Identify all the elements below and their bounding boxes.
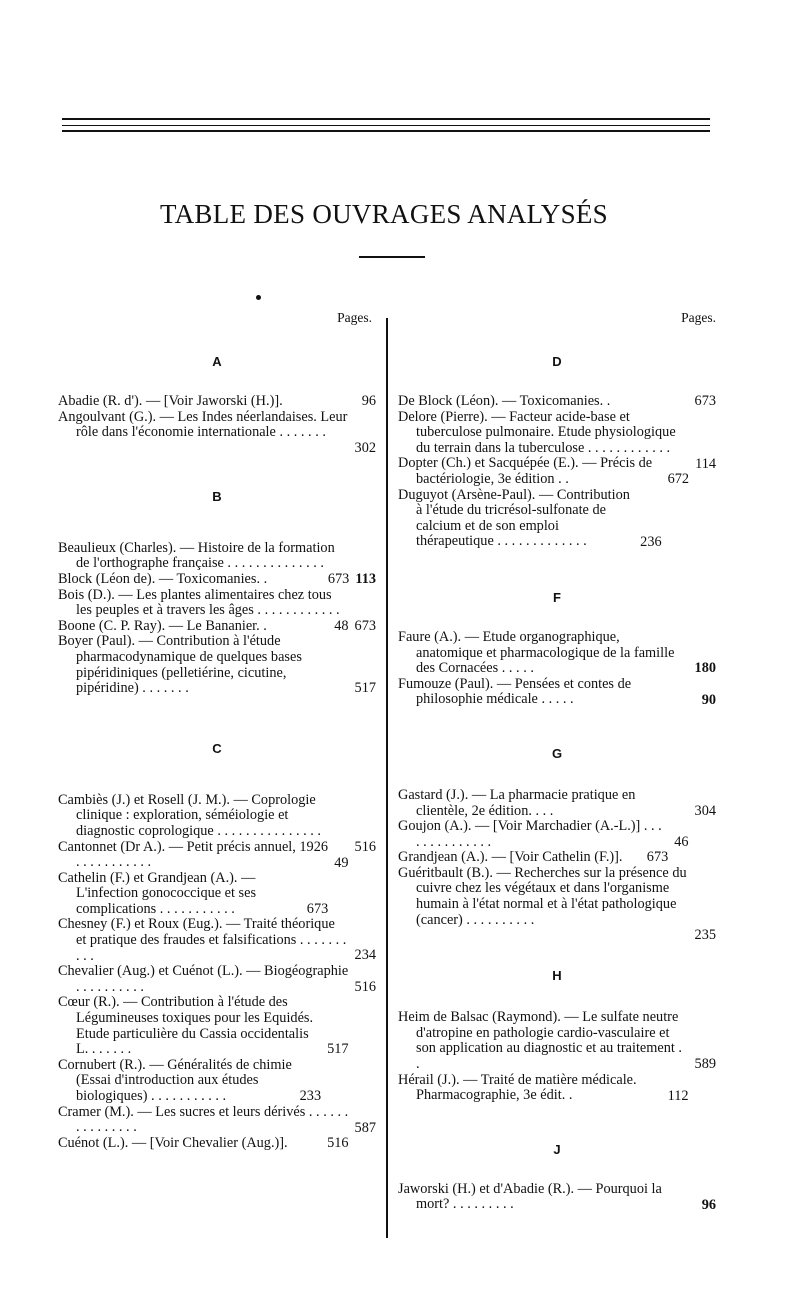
entry-page: 517 (327, 1041, 349, 1058)
right-column (398, 310, 716, 1213)
entry-boone (58, 619, 376, 635)
entry-page: 302 (354, 439, 376, 456)
pages-label-right: Pages. (681, 310, 716, 325)
entry-fumouze (398, 677, 716, 708)
entry-dopter (398, 456, 716, 487)
entry-grandjean (398, 850, 716, 866)
entry-text: De Block (Léon). — Toxicomanies. . (398, 393, 611, 409)
entry-text: Cœur (R.). — Contribution à l'étude des Légumineuses toxiques pour les Equidés. Etude particulière du Cassia occidentalis L. . . . . . . (58, 994, 314, 1058)
section-letter-a: A (212, 354, 222, 369)
entry-text: Cornubert (R.). — Généralités de chimie (Essai d'introduction aux études biologiques) . . . . . . . . . . . (58, 1056, 292, 1104)
entry-page: 114 (695, 455, 716, 472)
entry-page: 113 (355, 570, 376, 587)
ornament-dot (256, 295, 261, 300)
top-rule-1 (62, 118, 710, 120)
entry-cantonnet (58, 840, 376, 871)
entry-goujon (398, 819, 716, 850)
entry-text: Angoulvant (G.). — Les Indes néerlandaises. Leur rôle dans l'économie internationale . . . . . . . (58, 408, 348, 441)
section-letter-d: D (552, 354, 562, 369)
entry-page: 673 (694, 393, 716, 409)
section-letter-j: J (553, 1141, 561, 1157)
entry-page: 516 (354, 838, 376, 855)
left-column (58, 310, 376, 1151)
entry-heim-de-balsac (398, 1010, 716, 1072)
entry-text: Boone (C. P. Ray). — Le Bananier. . (58, 617, 267, 634)
entry-text: Goujon (A.). — [Voir Marchadier (A.-L.)] . . . . . . . . . . . . . . (398, 818, 662, 850)
entry-text: Bois (D.). — Les plantes alimentaires chez tous les peuples et à travers les âges . . . . . . . . . . . . (58, 586, 340, 619)
entry-page: 673 (646, 849, 669, 866)
entry-text: Cathelin (F.) et Grandjean (A.). — L'infection gonococcique et ses complications . . . . . . . . . . . (58, 869, 257, 917)
entry-text: Gastard (J.). — La pharmacie pratique en clientèle, 2e édition. . . . (398, 786, 636, 819)
entry-text: Faure (A.). — Etude organographique, anatomique et pharmacologique de la famille des Cornacées . . . . . (398, 628, 675, 677)
entry-text: Grandjean (A.). — [Voir Cathelin (F.)]. (398, 849, 623, 866)
entry-boyer (58, 634, 376, 696)
entry-page: 673 (306, 900, 329, 917)
column-divider (386, 318, 388, 1238)
section-letter-b: B (212, 488, 222, 504)
top-rule-3 (62, 130, 710, 132)
entry-angoulvant (58, 408, 376, 456)
entry-faure (398, 630, 716, 677)
entry-page: 673 (354, 617, 376, 634)
pages-label-left: Pages. (337, 310, 372, 325)
entry-page: 49 (334, 854, 349, 871)
section-letter-c: C (212, 740, 222, 756)
entry-text: Cuénot (L.). — [Voir Chevalier (Aug.)]. (58, 1134, 288, 1151)
entry-page: 180 (694, 659, 716, 676)
entry-chesney (58, 917, 376, 964)
entry-text: Chesney (F.) et Roux (Eug.). — Traité théorique et pratique des fraudes et falsifications . . . . . . . . . . (58, 916, 347, 964)
entry-page: 516 (327, 1134, 349, 1151)
entry-cathelin (58, 871, 376, 918)
entry-text: Dopter (Ch.) et Sacquépée (E.). — Précis de bactériologie, 3e édition . . (398, 455, 653, 487)
entry-page: 516 (354, 979, 376, 996)
entry-gastard (398, 788, 716, 819)
entry-page: 236 (640, 533, 662, 550)
entry-page: 234 (354, 947, 376, 964)
entry-text: Cramer (M.). — Les sucres et leurs dérivés . . . . . . . . . . . . . . . (58, 1103, 349, 1136)
section-letter-h: H (552, 968, 562, 984)
entry-gueritbault (398, 864, 716, 943)
entry-page: 587 (354, 1119, 376, 1136)
entry-jaworski (398, 1182, 716, 1213)
entry-chevalier (58, 964, 376, 995)
entry-page: 235 (694, 926, 716, 943)
entry-cuenot (58, 1136, 376, 1152)
entry-text: Hérail (J.). — Traité de matière médicale. Pharmacographie, 3e édit. . (398, 1071, 637, 1104)
entry-text: Fumouze (Paul). — Pensées et contes de philosophie médicale . . . . . (398, 675, 632, 708)
entry-text: Guéritbault (B.). — Recherches sur la présence du cuivre chez les végétaux et dans l'organisme humain à l'état normal et à l'état pathologique (cancer) . . . . . . . . . . (398, 864, 687, 928)
entry-page: 673 (327, 570, 350, 587)
entry-text: Heim de Balsac (Raymond). — Le sulfate neutre d'atropine en pathologie cardio-vasculaire et son application au diagnostic et au traitement . . (398, 1009, 683, 1073)
entry-text: Duguyot (Arsène-Paul). — Contribution à l'étude du tricrésol-sulfonate de calcium et de son emploi thérapeutique . . . . . . . . . . . . . (398, 486, 630, 550)
entry-de-block (398, 394, 716, 410)
entry-cornubert (58, 1058, 376, 1105)
entry-page: 96 (701, 1196, 716, 1213)
entry-abadie (58, 394, 376, 410)
entry-text: Cambiès (J.) et Rosell (J. M.). — Coprologie clinique : exploration, séméiologie et diagnostic coprologique . . . . . . . . . . . . . . . (58, 791, 322, 839)
entry-text: Abadie (R. d'). — [Voir Jaworski (H.)]. (58, 393, 283, 409)
entry-herail (398, 1073, 716, 1104)
entry-text: Beaulieux (Charles). — Histoire de la formation de l'orthographe française . . . . . . . . . . . . . . (58, 539, 335, 572)
section-letter-g: G (551, 745, 563, 761)
entry-page: 96 (361, 393, 376, 409)
entry-page: 90 (701, 691, 716, 708)
entry-page: 672 (667, 471, 690, 488)
entry-text: Cantonnet (Dr A.). — Petit précis annuel, 1926 . . . . . . . . . . . (58, 838, 329, 871)
entry-cramer (58, 1105, 376, 1136)
entry-duguyot (398, 488, 716, 550)
entry-page: 233 (299, 1087, 322, 1104)
page-title: TABLE DES OUVRAGES ANALYSÉS (159, 199, 608, 229)
entry-text: Boyer (Paul). — Contribution à l'étude pharmacodynamique de quelques bases pipéridiniques (pelletiérine, cicutine, pipéridine) . . . . . . . (58, 633, 302, 697)
entry-text: Block (Léon de). — Toxicomanies. . (58, 570, 268, 587)
entry-page: 112 (667, 1087, 689, 1104)
title-underline (359, 256, 425, 258)
entry-coeur (58, 995, 376, 1057)
entry-page: 46 (674, 834, 689, 851)
entry-page: 589 (694, 1056, 716, 1073)
entry-text: Jaworski (H.) et d'Abadie (R.). — Pourquoi la mort? . . . . . . . . . (398, 1180, 662, 1213)
top-rule-2 (62, 125, 710, 126)
entry-page: 48 (334, 617, 349, 634)
entry-text: Chevalier (Aug.) et Cuénot (L.). — Biogéographie . . . . . . . . . . (58, 963, 349, 995)
section-letter-f: F (553, 589, 561, 605)
entry-text: Delore (Pierre). — Facteur acide-base et tuberculose pulmonaire. Etude physiologique du terrain dans la tuberculose . . . . . . . . . . . . (398, 408, 676, 456)
entry-page: 304 (694, 802, 716, 819)
entry-page: 517 (354, 680, 376, 697)
entry-block (58, 572, 376, 588)
